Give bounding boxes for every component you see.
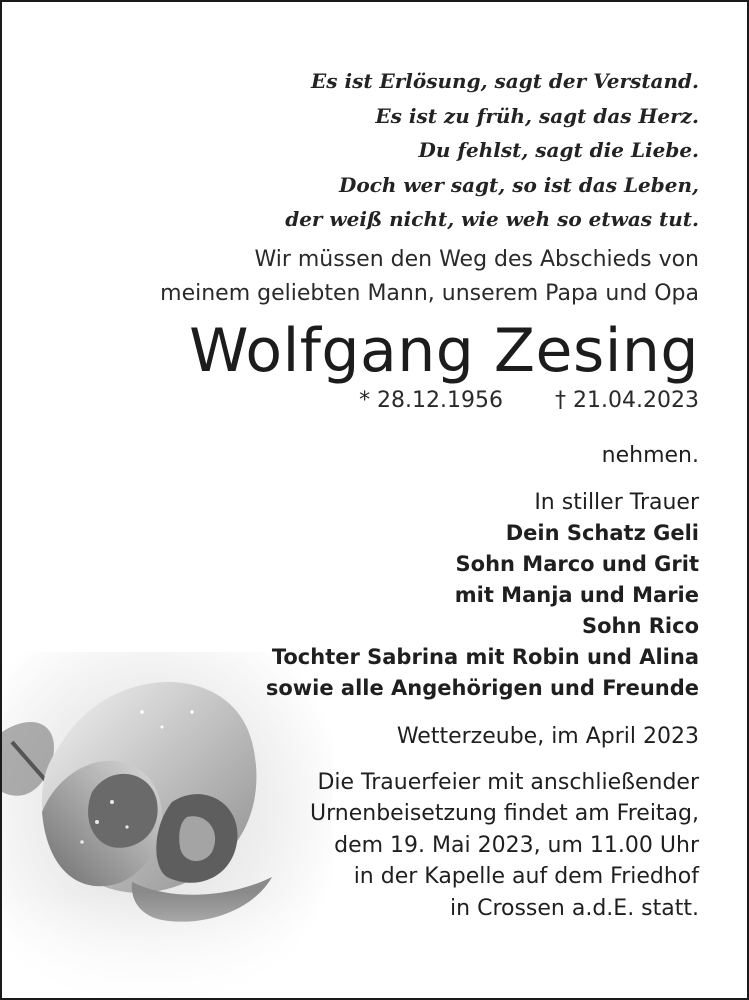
notice-line: in der Kapelle auf dem Friedhof [353,864,699,889]
notice-line: dem 19. Mai 2023, um 11.00 Uhr [334,832,699,858]
mourners-list [59,518,699,704]
poem-line: Es ist Erlösung, sagt der Verstand. [311,69,699,93]
closing-word: nehmen. [601,442,699,468]
birth-date: * 28.12.1956 [359,387,504,413]
notice-line: Die Trauerfeier mit anschließender [317,769,699,795]
mourner: Dein Schatz Geli [505,520,699,545]
notice-line: Urnenbeisetzung findet am Freitag, [310,801,699,826]
mourner: Tochter Sabrina mit Robin und Alina [271,644,699,669]
poem-line: Du fehlst, sagt die Liebe. [418,138,699,162]
death-date: † 21.04.2023 [555,387,699,413]
place-date: Wetterzeube, im April 2023 [396,723,699,749]
poem-line: Doch wer sagt, so ist das Leben, [339,172,699,197]
intro-text [59,243,699,311]
mourner: mit Manja und Marie [454,582,699,607]
grief-intro: In stiller Trauer [534,489,699,515]
poem-line: der weiß nicht, wie weh so etwas tut. [285,207,699,231]
mourner: Sohn Marco und Grit [455,551,699,576]
poem [59,64,699,237]
intro-line: meinem geliebten Mann, unserem Papa und Opa [160,280,699,306]
notice-line: in Crossen a.d.E. statt. [450,895,699,921]
mourner: Sohn Rico [581,613,699,638]
deceased-name: Wolfgang Zesing [189,315,699,386]
funeral-notice [59,767,699,925]
intro-line: Wir müssen den Weg des Abschieds von [254,246,699,272]
obituary-text [59,64,699,924]
poem-line: Es ist zu früh, sagt das Herz. [375,103,699,128]
life-dates [59,387,699,415]
mourner: sowie alle Angehörigen und Freunde [265,675,699,700]
